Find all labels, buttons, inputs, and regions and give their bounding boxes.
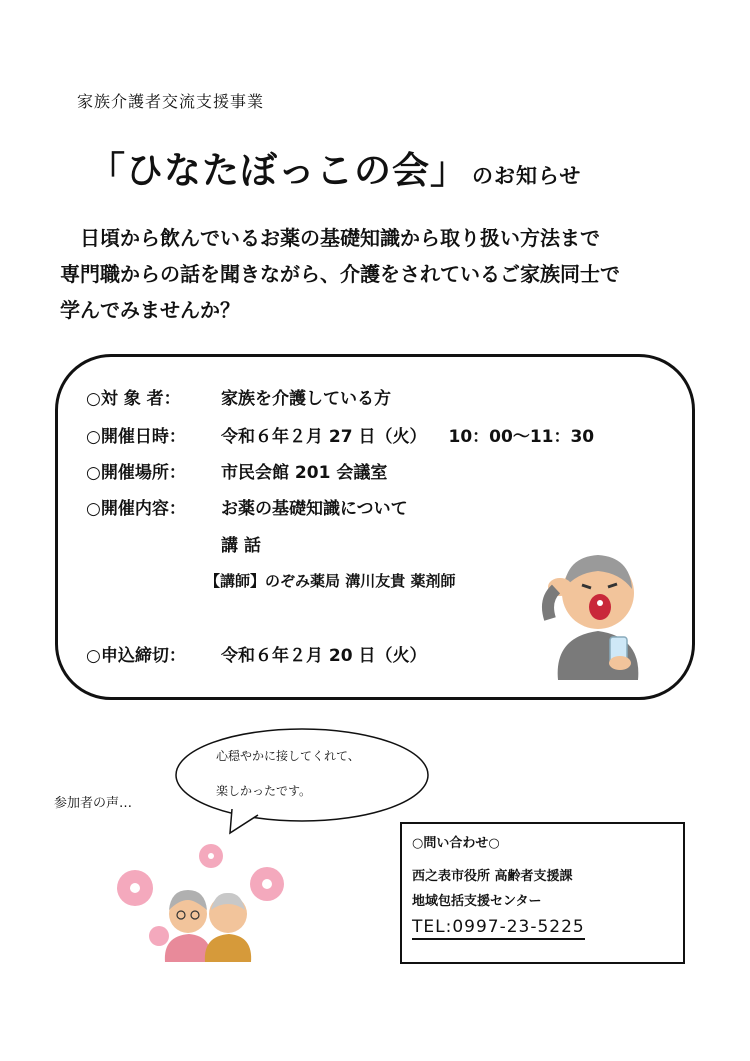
intro-line: 日頃から飲んでいるお薬の基礎知識から取り扱い方法まで	[60, 226, 600, 250]
page-title	[88, 140, 581, 194]
venue-value: 市民会館 201 会議室	[221, 463, 388, 483]
lecturer: 【講師】のぞみ薬局 溝川友貴 薬剤師	[205, 572, 456, 590]
title-main: 「ひなたぼっこの会」	[88, 149, 468, 192]
datetime-row	[86, 422, 594, 447]
medicine-man-icon	[540, 545, 655, 680]
intro-line: 学んでみませんか？	[60, 298, 240, 322]
contact-phone: TEL:0997-23-5225	[412, 917, 585, 940]
contact-center: 地域包括支援センター	[412, 894, 542, 909]
title-suffix: のお知らせ	[472, 164, 582, 188]
voices-label: 参加者の声…	[54, 796, 133, 811]
contact-org: 西之表市役所 高齢者支援課	[412, 869, 573, 884]
deadline-label: ○申込締切：	[86, 646, 186, 666]
venue-row	[86, 458, 387, 483]
deadline-value: 令和６年２月 20 日（火）	[221, 646, 427, 666]
contact-heading: ○問い合わせ○	[412, 836, 500, 851]
intro-text	[60, 220, 700, 328]
target-row	[86, 384, 391, 409]
intro-line: 専門職からの話を聞きながら、介護をされているご家族同士で	[60, 262, 620, 286]
deadline-row	[86, 641, 427, 666]
time-value: 10：00～11：30	[448, 427, 595, 447]
content-sub: 講 話	[221, 536, 261, 556]
target-label: ○対 象 者：	[86, 389, 181, 409]
speech-bubble	[170, 725, 430, 835]
content-label: ○開催内容：	[86, 499, 186, 519]
target-value: 家族を介護している方	[221, 389, 391, 409]
datetime-value: 令和６年２月 27 日（火）	[221, 427, 427, 447]
content-value: お薬の基礎知識について	[221, 499, 408, 519]
couple-icon	[105, 840, 295, 962]
content-row	[86, 494, 408, 519]
venue-label: ○開催場所：	[86, 463, 186, 483]
datetime-label: ○開催日時：	[86, 427, 186, 447]
voice-line: 楽しかったです。	[216, 784, 312, 798]
program-name: 家族介護者交流支援事業	[77, 92, 265, 111]
voice-line: 心穏やかに接してくれて、	[216, 749, 360, 763]
